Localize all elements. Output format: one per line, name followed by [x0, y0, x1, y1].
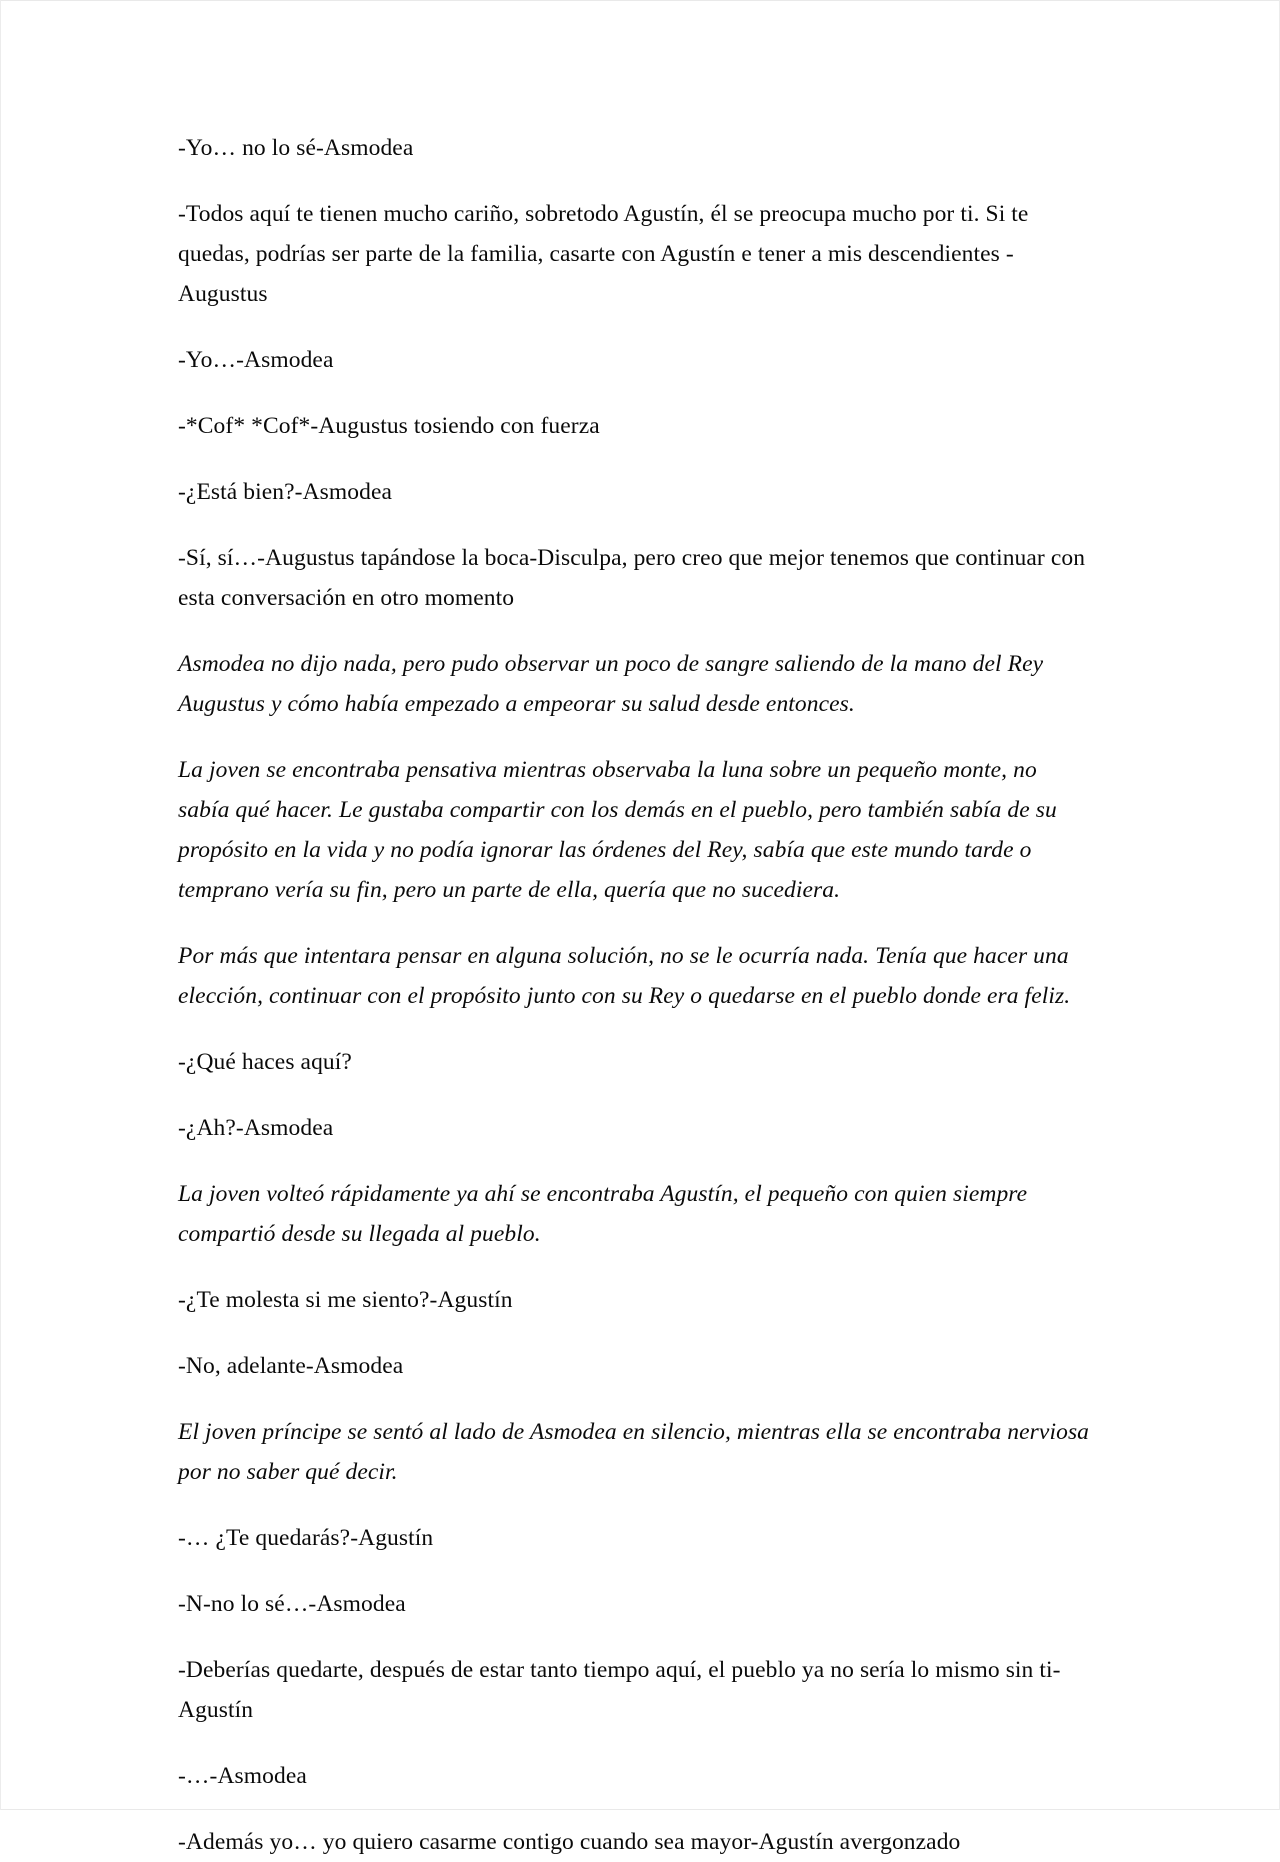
page-edge-left: [0, 0, 1, 1810]
paragraph: -Todos aquí te tienen mucho cariño, sobretodo Agustín, él se preocupa mucho por ti. Si te quedas, podrías ser parte de la familia, casarte con Agustín e tener a mis descendientes -Augustus: [178, 201, 1029, 307]
paragraph: -*Cof* *Cof*-Augustus tosiendo con fuerza: [178, 413, 600, 439]
paragraph: -No, adelante-Asmodea: [178, 1353, 404, 1379]
paragraph: La joven volteó rápidamente ya ahí se encontraba Agustín, el pequeño con quien siempre compartió desde su llegada al pueblo.: [178, 1181, 1028, 1247]
paragraph: -Deberías quedarte, después de estar tanto tiempo aquí, el pueblo ya no sería lo mismo sin ti-Agustín: [178, 1657, 1061, 1723]
paragraph: El joven príncipe se sentó al lado de Asmodea en silencio, mientras ella se encontraba nerviosa por no saber qué decir.: [178, 1419, 1090, 1485]
paragraph: La joven se encontraba pensativa mientras observaba la luna sobre un pequeño monte, no sabía qué hacer. Le gustaba compartir con los demás en el pueblo, pero también sabía de su propósito en la vida y no podía ignorar las órdenes del Rey, sabía que este mundo tarde o temprano vería su fin, pero un parte de ella, quería que no sucediera.: [178, 757, 1057, 903]
paragraph: -¿Ah?-Asmodea: [178, 1115, 334, 1141]
paragraph: -… ¿Te quedarás?-Agustín: [178, 1525, 434, 1551]
paragraph: -¿Te molesta si me siento?-Agustín: [178, 1287, 513, 1313]
paragraph: -…-Asmodea: [178, 1763, 307, 1789]
paragraph: Asmodea no dijo nada, pero pudo observar un poco de sangre saliendo de la mano del Rey Augustus y cómo había empezado a empeorar su salud desde entonces.: [178, 651, 1044, 717]
paragraph: Por más que intentara pensar en alguna solución, no se le ocurría nada. Tenía que hacer una elección, continuar con el propósito junto con su Rey o quedarse en el pueblo donde era feliz.: [178, 943, 1071, 1009]
paragraph: -¿Está bien?-Asmodea: [178, 479, 393, 505]
paragraph: -¿Qué haces aquí?: [178, 1049, 352, 1075]
paragraph: -Yo… no lo sé-Asmodea: [178, 135, 414, 161]
paragraph: -Además yo… yo quiero casarme contigo cuando sea mayor-Agustín avergonzado: [178, 1829, 961, 1855]
paragraph: -N-no lo sé…-Asmodea: [178, 1591, 406, 1617]
paragraph: -Yo…-Asmodea: [178, 347, 334, 373]
page-edge-top: [0, 0, 1280, 1]
paragraph: -Sí, sí…-Augustus tapándose la boca-Disculpa, pero creo que mejor tenemos que continuar con esta conversación en otro momento: [178, 545, 1086, 611]
document-body: [178, 128, 1090, 1862]
